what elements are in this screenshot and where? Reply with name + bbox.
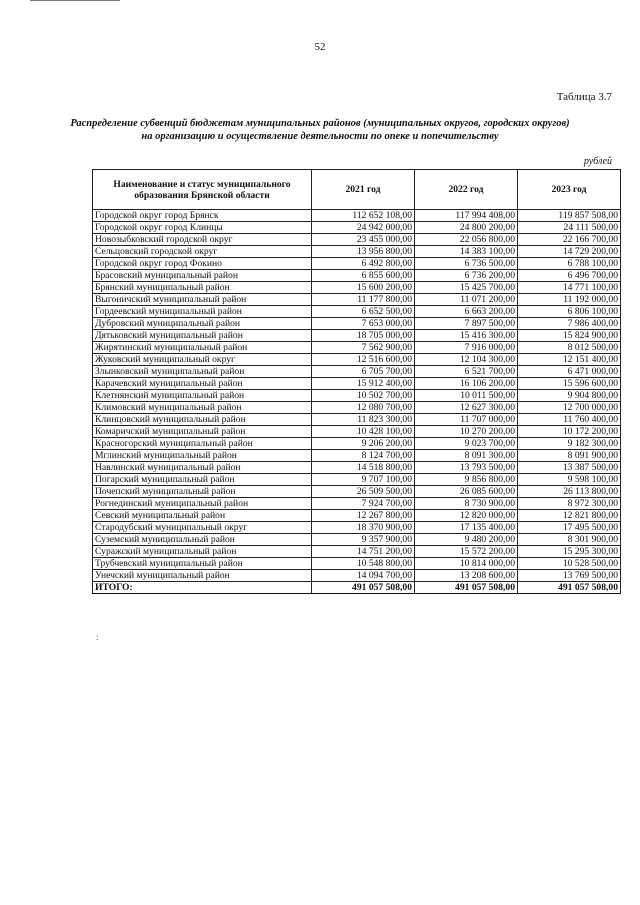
value-2021: 10 548 800,00: [312, 558, 415, 570]
value-2022: 6 521 700,00: [415, 366, 518, 378]
value-2022: 12 104 300,00: [415, 354, 518, 366]
value-2022: 7 916 000,00: [415, 342, 518, 354]
value-2021: 23 455 000,00: [312, 234, 415, 246]
value-2021: 15 600 200,00: [312, 282, 415, 294]
table-row: [93, 282, 621, 294]
row-name: Клетнянский муниципальный район: [93, 390, 312, 402]
row-name: Суражский муниципальный район: [93, 546, 312, 558]
table-row: [93, 522, 621, 534]
table-row: [93, 546, 621, 558]
table-row: [93, 510, 621, 522]
value-2023: 26 113 800,00: [518, 486, 621, 498]
row-name: Севский муниципальный район: [93, 510, 312, 522]
value-2022: 24 800 200,00: [415, 222, 518, 234]
table-body: [93, 210, 621, 582]
row-name: Городской округ город Клинцы: [93, 222, 312, 234]
row-name: Новозыбковский городской округ: [93, 234, 312, 246]
table-row: [93, 570, 621, 582]
value-2023: 8 091 900,00: [518, 450, 621, 462]
table-row: [93, 342, 621, 354]
table-row: [93, 270, 621, 282]
value-2021: 9 707 100,00: [312, 474, 415, 486]
table-label: Таблица 3.7: [556, 91, 612, 103]
table-row: [93, 414, 621, 426]
value-2022: 10 011 500,00: [415, 390, 518, 402]
value-2021: 12 516 600,00: [312, 354, 415, 366]
row-name: Погарский муниципальный район: [93, 474, 312, 486]
value-2021: 6 705 700,00: [312, 366, 415, 378]
value-2023: 9 598 100,00: [518, 474, 621, 486]
value-2021: 12 080 700,00: [312, 402, 415, 414]
row-name: Почепский муниципальный район: [93, 486, 312, 498]
value-2021: 7 653 000,00: [312, 318, 415, 330]
table-row: [93, 330, 621, 342]
total-2022: 491 057 508,00: [415, 582, 518, 594]
row-name: Стародубский муниципальный округ: [93, 522, 312, 534]
table-row: [93, 426, 621, 438]
row-name: Красногорский муниципальный район: [93, 438, 312, 450]
value-2021: 24 942 000,00: [312, 222, 415, 234]
value-2022: 9 856 800,00: [415, 474, 518, 486]
value-2023: 10 172 200,00: [518, 426, 621, 438]
table-row: [93, 558, 621, 570]
value-2023: 9 182 300,00: [518, 438, 621, 450]
value-2022: 8 730 900,00: [415, 498, 518, 510]
table-row: [93, 474, 621, 486]
value-2021: 7 924 700,00: [312, 498, 415, 510]
value-2023: 10 528 500,00: [518, 558, 621, 570]
value-2023: 8 972 300,00: [518, 498, 621, 510]
value-2023: 11 192 000,00: [518, 294, 621, 306]
value-2022: 15 416 300,00: [415, 330, 518, 342]
table-row: [93, 390, 621, 402]
value-2021: 13 956 800,00: [312, 246, 415, 258]
column-header-2021: 2021 год: [312, 170, 415, 210]
header-row: [93, 170, 621, 210]
value-2022: 9 023 700,00: [415, 438, 518, 450]
value-2023: 15 596 600,00: [518, 378, 621, 390]
value-2022: 117 994 408,00: [415, 210, 518, 222]
row-name: Рогнединский муниципальный район: [93, 498, 312, 510]
row-name: Гордеевский муниципальный район: [93, 306, 312, 318]
table-row: [93, 486, 621, 498]
value-2021: 8 124 700,00: [312, 450, 415, 462]
row-name: Унечский муниципальный район: [93, 570, 312, 582]
value-2023: 13 769 500,00: [518, 570, 621, 582]
value-2021: 12 267 800,00: [312, 510, 415, 522]
table-row: [93, 306, 621, 318]
row-name: Суземский муниципальный район: [93, 534, 312, 546]
value-2023: 12 700 000,00: [518, 402, 621, 414]
value-2021: 6 652 500,00: [312, 306, 415, 318]
row-name: Дубровский муниципальный район: [93, 318, 312, 330]
table-row: [93, 462, 621, 474]
value-2021: 18 370 900,00: [312, 522, 415, 534]
row-name: Брасовский муниципальный район: [93, 270, 312, 282]
table-row: [93, 534, 621, 546]
row-name: Выгоничский муниципальный район: [93, 294, 312, 306]
row-name: Городской округ город Брянск: [93, 210, 312, 222]
value-2022: 10 270 200,00: [415, 426, 518, 438]
page-number: 52: [314, 41, 326, 53]
value-2022: 14 383 100,00: [415, 246, 518, 258]
table-row: [93, 366, 621, 378]
value-2022: 10 814 000,00: [415, 558, 518, 570]
value-2023: 7 986 400,00: [518, 318, 621, 330]
value-2021: 14 751 200,00: [312, 546, 415, 558]
units-label: рублей: [583, 156, 612, 167]
table-row: [93, 294, 621, 306]
value-2023: 6 496 700,00: [518, 270, 621, 282]
value-2023: 13 387 500,00: [518, 462, 621, 474]
total-row: [93, 582, 621, 594]
value-2023: 6 788 100,00: [518, 258, 621, 270]
row-name: Трубчевский муниципальный район: [93, 558, 312, 570]
bottom-mark: :: [96, 632, 99, 642]
value-2021: 11 823 300,00: [312, 414, 415, 426]
table-row: [93, 378, 621, 390]
value-2022: 15 425 700,00: [415, 282, 518, 294]
value-2022: 6 736 500,00: [415, 258, 518, 270]
table-row: [93, 234, 621, 246]
table-row: [93, 258, 621, 270]
row-name: Брянский муниципальный район: [93, 282, 312, 294]
table-row: [93, 354, 621, 366]
value-2023: 15 295 300,00: [518, 546, 621, 558]
table-row: [93, 498, 621, 510]
value-2022: 11 071 200,00: [415, 294, 518, 306]
value-2022: 11 707 000,00: [415, 414, 518, 426]
value-2021: 6 855 600,00: [312, 270, 415, 282]
value-2023: 22 166 700,00: [518, 234, 621, 246]
value-2023: 11 760 400,00: [518, 414, 621, 426]
value-2022: 9 480 200,00: [415, 534, 518, 546]
value-2021: 15 912 400,00: [312, 378, 415, 390]
value-2022: 8 091 300,00: [415, 450, 518, 462]
value-2022: 12 820 000,00: [415, 510, 518, 522]
total-label: ИТОГО:: [93, 582, 312, 594]
value-2023: 15 824 900,00: [518, 330, 621, 342]
subvention-table: [92, 169, 621, 594]
value-2023: 6 806 100,00: [518, 306, 621, 318]
value-2023: 119 857 508,00: [518, 210, 621, 222]
value-2023: 8 012 500,00: [518, 342, 621, 354]
row-name: Сельцовский городской округ: [93, 246, 312, 258]
value-2021: 9 206 200,00: [312, 438, 415, 450]
table-title: Распределение субвенций бюджетам муниципальных районов (муниципальных округов, городских округов) на организацию и осуществление деятельности по опеке и попечительству: [70, 118, 570, 142]
row-name: Злынковский муниципальный район: [93, 366, 312, 378]
value-2021: 112 652 108,00: [312, 210, 415, 222]
table-row: [93, 246, 621, 258]
row-name: Клинцовский муниципальный район: [93, 414, 312, 426]
value-2022: 13 208 600,00: [415, 570, 518, 582]
value-2022: 7 897 500,00: [415, 318, 518, 330]
column-header-2023: 2023 год: [518, 170, 621, 210]
value-2023: 14 729 200,00: [518, 246, 621, 258]
column-header-2022: 2022 год: [415, 170, 518, 210]
value-2023: 12 151 400,00: [518, 354, 621, 366]
value-2021: 14 518 800,00: [312, 462, 415, 474]
value-2021: 10 502 700,00: [312, 390, 415, 402]
row-name: Климовский муниципальный район: [93, 402, 312, 414]
value-2023: 24 111 500,00: [518, 222, 621, 234]
table-row: [93, 210, 621, 222]
value-2022: 26 085 600,00: [415, 486, 518, 498]
value-2023: 9 904 800,00: [518, 390, 621, 402]
row-name: Городской округ город Фокино: [93, 258, 312, 270]
row-name: Жирятинский муниципальный район: [93, 342, 312, 354]
row-name: Дятьковский муниципальный район: [93, 330, 312, 342]
total-2023: 491 057 508,00: [518, 582, 621, 594]
row-name: Карачевский муниципальный район: [93, 378, 312, 390]
value-2023: 6 471 000,00: [518, 366, 621, 378]
value-2021: 9 357 900,00: [312, 534, 415, 546]
value-2021: 6 492 800,00: [312, 258, 415, 270]
row-name: Мглинский муниципальный район: [93, 450, 312, 462]
column-header-name: Наименование и статус муниципального образования Брянской области: [93, 170, 312, 210]
row-name: Жуковский муниципальный округ: [93, 354, 312, 366]
value-2022: 6 736 200,00: [415, 270, 518, 282]
value-2021: 14 094 700,00: [312, 570, 415, 582]
value-2021: 26 509 500,00: [312, 486, 415, 498]
value-2022: 13 793 500,00: [415, 462, 518, 474]
value-2022: 17 135 400,00: [415, 522, 518, 534]
value-2022: 16 106 200,00: [415, 378, 518, 390]
table-row: [93, 222, 621, 234]
table-row: [93, 438, 621, 450]
value-2021: 7 562 900,00: [312, 342, 415, 354]
top-rule: [30, 0, 120, 1]
value-2021: 10 428 100,00: [312, 426, 415, 438]
value-2022: 22 056 800,00: [415, 234, 518, 246]
value-2023: 14 771 100,00: [518, 282, 621, 294]
table-row: [93, 402, 621, 414]
table-row: [93, 318, 621, 330]
value-2022: 6 663 200,00: [415, 306, 518, 318]
value-2022: 15 572 200,00: [415, 546, 518, 558]
value-2023: 12 821 800,00: [518, 510, 621, 522]
value-2022: 12 627 300,00: [415, 402, 518, 414]
table-row: [93, 450, 621, 462]
row-name: Навлинский муниципальный район: [93, 462, 312, 474]
value-2023: 17 495 500,00: [518, 522, 621, 534]
row-name: Комаричский муниципальный район: [93, 426, 312, 438]
value-2021: 11 177 800,00: [312, 294, 415, 306]
value-2021: 18 705 000,00: [312, 330, 415, 342]
value-2023: 8 301 900,00: [518, 534, 621, 546]
total-2021: 491 057 508,00: [312, 582, 415, 594]
